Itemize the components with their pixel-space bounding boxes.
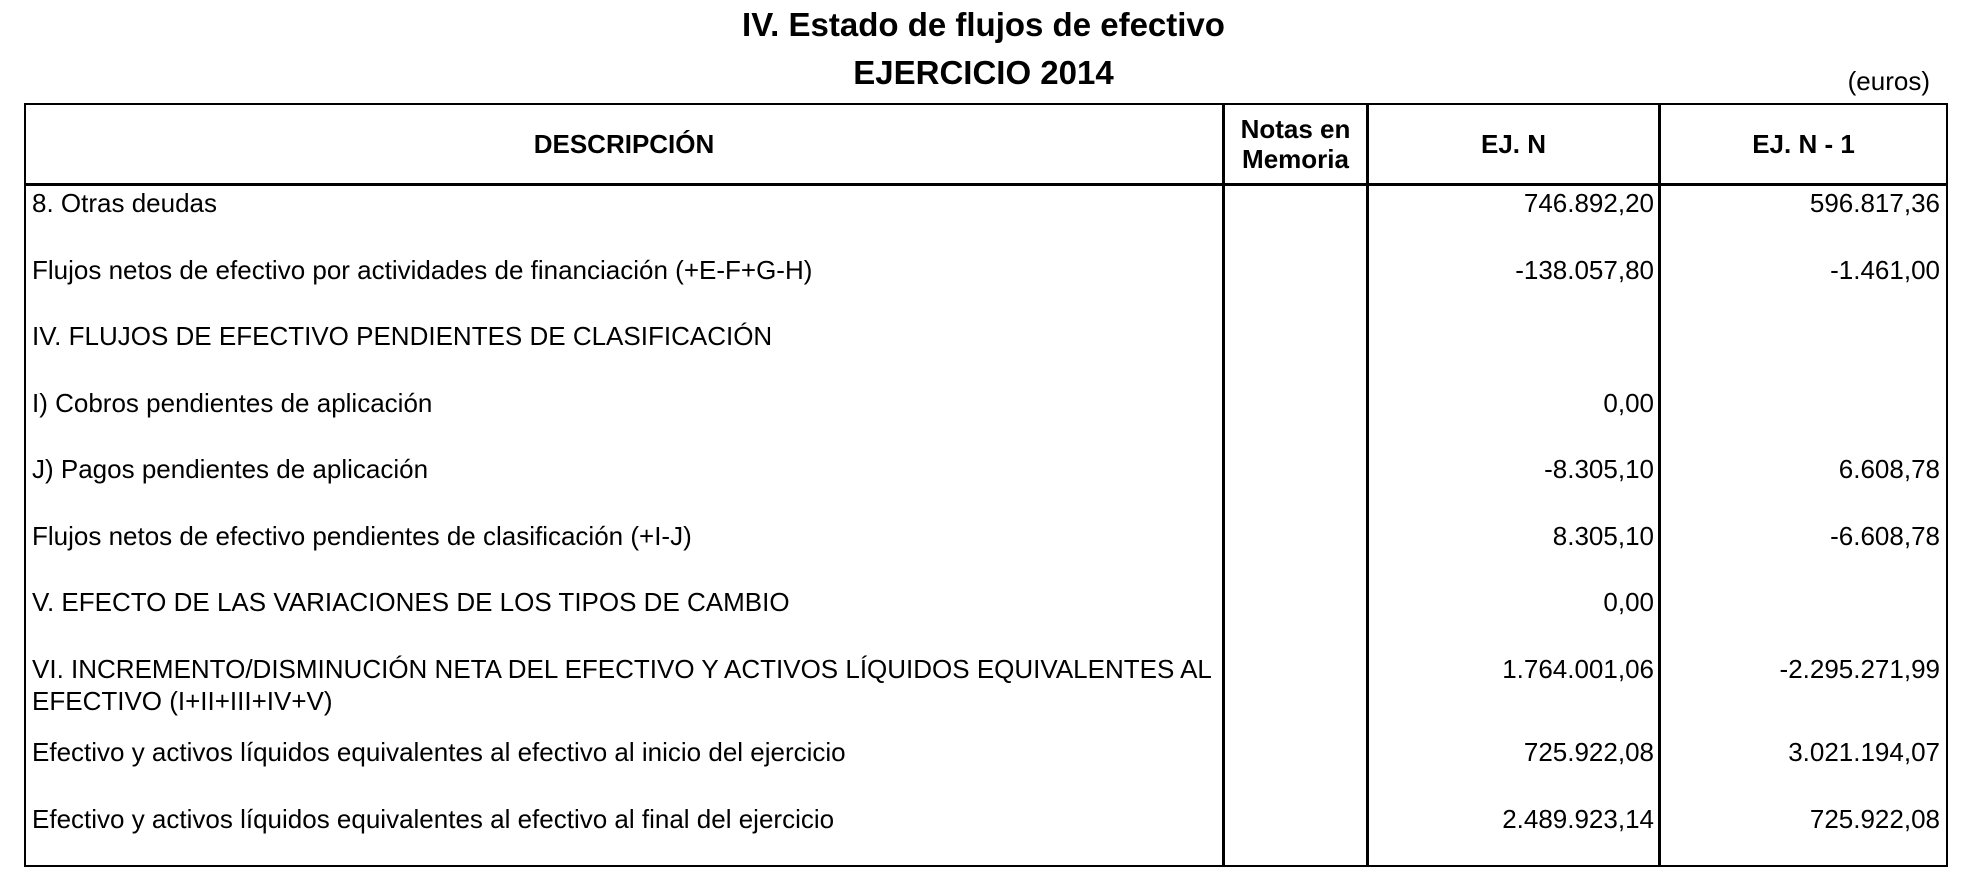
row-value-previous: -6.608,78	[1830, 521, 1940, 551]
row-value-previous: 725.922,08	[1809, 804, 1940, 834]
row-value-current: 8.305,10	[1552, 521, 1654, 551]
row-description: 8. Otras deudas	[32, 188, 217, 218]
row-value-current: 0,00	[1603, 388, 1654, 418]
column-header-notes	[1225, 105, 1366, 183]
row-description: V. EFECTO DE LAS VARIACIONES DE LOS TIPOS DE CAMBIO	[32, 587, 790, 617]
row-value-current: 746.892,20	[1523, 188, 1654, 218]
row-description: Efectivo y activos líquidos equivalentes al efectivo al inicio del ejercicio	[32, 737, 846, 767]
row-description: Efectivo y activos líquidos equivalentes al efectivo al final del ejercicio	[32, 804, 835, 834]
row-value-current: 1.764.001,06	[1502, 654, 1654, 684]
currency-unit: (euros)	[1847, 66, 1930, 96]
row-value-previous: 596.817,36	[1809, 188, 1940, 218]
row-description: IV. FLUJOS DE EFECTIVO PENDIENTES DE CLASIFICACIÓN	[32, 321, 773, 351]
column-divider	[1222, 105, 1225, 865]
row-value-previous: 3.021.194,07	[1788, 737, 1940, 767]
column-header-current-year: EJ. N	[1480, 129, 1547, 159]
row-value-current: -8.305,10	[1544, 454, 1654, 484]
page-subtitle: EJERCICIO 2014	[853, 54, 1114, 91]
row-value-current: 725.922,08	[1523, 737, 1654, 767]
row-value-previous: -1.461,00	[1830, 255, 1940, 285]
column-header-previous-year: EJ. N - 1	[1752, 129, 1855, 159]
page-title: IV. Estado de flujos de efectivo	[742, 6, 1225, 43]
row-value-current: 0,00	[1603, 587, 1654, 617]
header-divider	[26, 183, 1946, 186]
row-description: Flujos netos de efectivo por actividades de financiación (+E-F+G-H)	[32, 255, 813, 285]
row-description: I) Cobros pendientes de aplicación	[32, 388, 433, 418]
cash-flow-table	[24, 103, 1948, 867]
row-description: Flujos netos de efectivo pendientes de clasificación (+I-J)	[32, 521, 692, 551]
column-header-description: DESCRIPCIÓN	[533, 129, 715, 159]
row-value-previous: -2.295.271,99	[1779, 654, 1940, 684]
column-divider	[1366, 105, 1369, 865]
column-header-notes-label: Notas en Memoria	[1240, 114, 1351, 174]
row-description: VI. INCREMENTO/DISMINUCIÓN NETA DEL EFECTIVO Y ACTIVOS LÍQUIDOS EQUIVALENTES AL EFECTIVO (I+II+III+IV+V)	[32, 654, 1211, 716]
row-value-previous: 6.608,78	[1838, 454, 1940, 484]
row-value-current: 2.489.923,14	[1502, 804, 1654, 834]
row-description: J) Pagos pendientes de aplicación	[32, 454, 429, 484]
row-value-current: -138.057,80	[1515, 255, 1654, 285]
